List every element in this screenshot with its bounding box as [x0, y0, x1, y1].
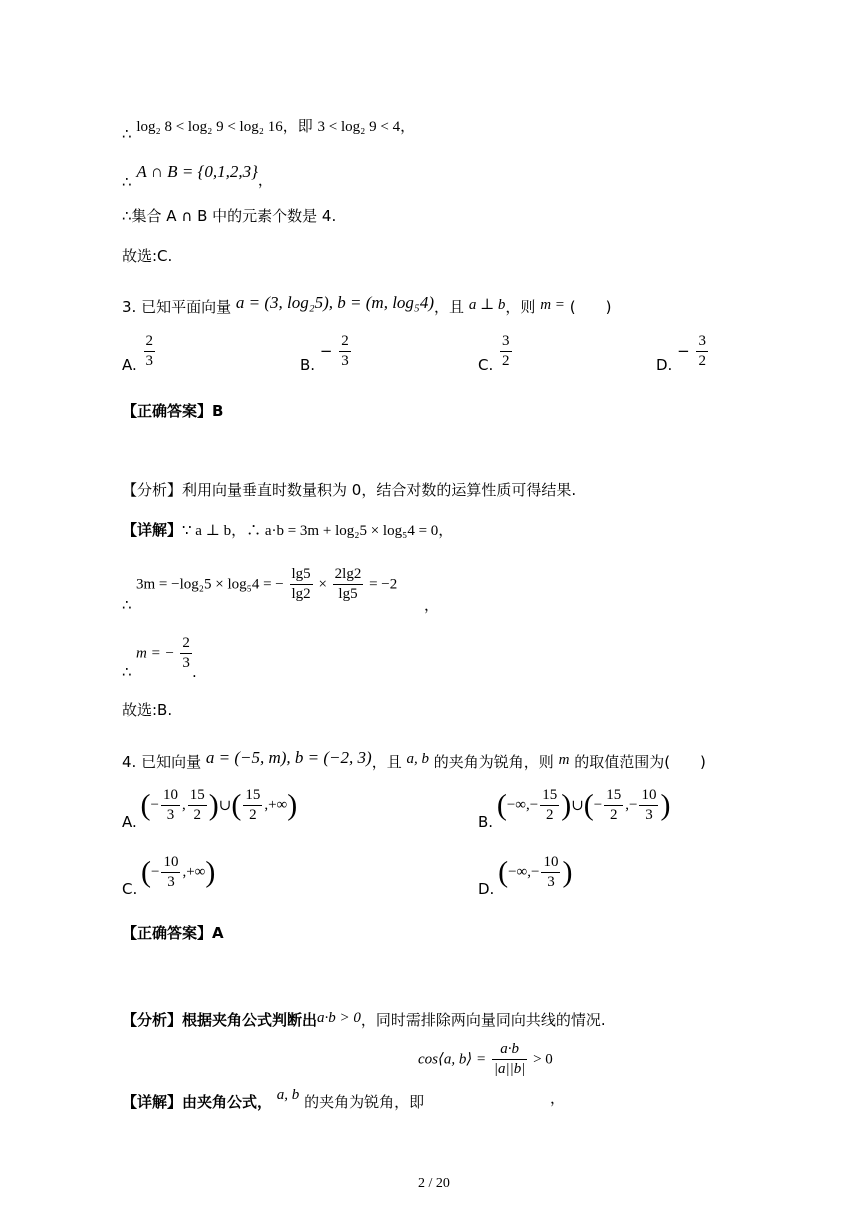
text-span: 【分析】根据夹角公式判断出 [122, 1011, 318, 1029]
denominator: 2 [698, 353, 706, 369]
math-expression: = −2 [369, 576, 398, 593]
fraction [333, 565, 364, 604]
analysis-line [122, 1008, 606, 1030]
option-label: B. [478, 812, 494, 831]
text-span: ( ) [569, 298, 612, 316]
text-span: 3. 已知平面向量 [122, 298, 232, 316]
math-expression: m [558, 752, 570, 768]
numerator: 2 [339, 332, 351, 352]
answer-line: 【正确答案】B [122, 402, 224, 420]
numerator: 3 [500, 332, 512, 352]
numerator: lg5 [290, 565, 313, 585]
option-a: A. (− $\frac{10}{3}$ , $\frac{15}{2}$ )∪( $\frac{15}{2}$ ,+∞) [122, 787, 298, 831]
math-expression: > 0 [533, 1051, 553, 1068]
text-span: ，且 [434, 298, 465, 316]
option-c: C. (− $\frac{10}{3}$ ,+∞) [122, 854, 216, 898]
denominator: 3 [145, 353, 154, 369]
option-label: D. [656, 356, 673, 374]
text-span: ， [550, 1089, 566, 1107]
text-span: ，同时需排除两向量同向共线的情况. [360, 1011, 606, 1029]
fraction [339, 332, 351, 371]
math-expression: a, b [276, 1087, 300, 1103]
numerator: 3 [696, 332, 708, 352]
option-label: A. [122, 812, 137, 831]
text-span: 4. 已知向量 [122, 753, 202, 771]
fraction [696, 332, 708, 371]
answer-line: 【正确答案】A [122, 924, 224, 942]
detail-line [122, 520, 453, 541]
text-line: ∴集合 A ∩ B 中的元素个数是 4. [122, 207, 337, 225]
question-4-stem [122, 748, 706, 772]
numerator: 2 [144, 332, 156, 352]
math-expression: m = [540, 297, 565, 313]
option-label: A. [122, 356, 137, 374]
fraction [144, 332, 156, 371]
option-b: B. (−∞,− $\frac{15}{2}$ )∪(− $\frac{15}{2}$ ,− $\frac{10}{3}$ ) [478, 787, 671, 831]
text-span: ，则 [505, 298, 536, 316]
option-label: B. [300, 356, 316, 374]
denominator: lg5 [338, 586, 358, 602]
detail-line [122, 1085, 424, 1112]
math-expression: a, b [406, 751, 429, 767]
detail-label: 【详解】 [122, 521, 183, 539]
denominator: 3 [182, 655, 190, 671]
numerator: 2lg2 [333, 565, 364, 585]
text-span: 的取值范围为( ) [574, 753, 706, 771]
option-a [122, 332, 157, 374]
sign: − [319, 342, 333, 360]
text-line [122, 116, 415, 144]
math-expression: cos⟨a, b⟩ = [418, 1051, 487, 1068]
fraction [290, 565, 313, 604]
denominator: |a||b| [493, 1061, 526, 1077]
fraction [492, 1040, 528, 1079]
option-label: C. [478, 356, 494, 374]
text-span: 的夹角为锐角，则 [433, 753, 554, 771]
fraction [180, 634, 192, 673]
option-b [300, 332, 353, 374]
numerator: a·b [492, 1040, 528, 1060]
math-expression: a = (3, log₂5), b = (m, log₅4) [235, 293, 435, 312]
denominator: 2 [502, 353, 510, 369]
option-label: C. [122, 879, 138, 898]
question-3-stem [122, 293, 611, 317]
text-span: ，且 [371, 753, 402, 771]
text-span: 【详解】由夹角公式， [122, 1093, 273, 1111]
denominator: 3 [341, 353, 349, 369]
option-d [656, 332, 710, 374]
math-expression: a·b > 0 [317, 1010, 361, 1026]
option-label: D. [478, 879, 495, 898]
text-line: 故选:C. [122, 247, 173, 265]
option-c [478, 332, 514, 374]
document-page: ∴ log₂ 8 < log₂ 9 < log₂ 16，即 3 < log₂ 9 < 4， ∴ A ∩ B = {0,1,2,3}， ∴集合 A ∩ B 中的元素个数是 4. 故选:C. 3. 已知平面向量 a = (3, log₂5), b = (m, log₅4)，且 a ⊥ b，则 m = ( ) A. $\frac{2}{3}$ B. − $\frac{2}{3}$ C. $\frac{3}{2}$ D. − $\frac{3}{2}$ 【正确答案】B 【分析】利用向量垂直时数量积为 0，结合对数的运算性质可得结果. 【详解】∵ a ⊥ b，∴ a·b = 3m + log₂5 × log₅4 = 0， ∴ 3m = −log₂5 × log₅4 = − $\frac{\lg 5}{\lg 2}$ × $\frac{2\lg 2}{\lg 5}$ = −2 ， ∴ m = − $\frac{2}{3}$ . 故选:B. 4. 已知向量 a = (−5, m), b = (−2, 3)，且 a, b 的夹角为锐角，则 m 的取值范围为( ) A. (− $\frac{10}{3}$ , $\frac{15}{2}$ )∪( $\frac{15}{2}$ ,+∞) B. (−∞,− $\frac{15}{2}$ )∪(− $\frac{15}{2}$ ,− $\frac{10}{3}$ ) C. (− $\frac{10}{3}$ ,+∞) D. (−∞,− $\frac{10}{3}$ ) 【正确答案】A 【分析】根据夹角公式判断出a·b > 0，同时需排除两向量同向共线的情况. 【详解】由夹角公式， a, b 的夹角为锐角，即 cos⟨a, b⟩ = $\frac{a\cdot b}{|a||b|}$ > 0 ， 2 / 20 [0, 0, 868, 1227]
denominator: lg2 [291, 586, 311, 602]
analysis-line: 【分析】利用向量垂直时数量积为 0，结合对数的运算性质可得结果. [122, 481, 577, 499]
therefore-symbol: ∴ [122, 173, 132, 191]
text-line: 故选:B. [122, 701, 173, 719]
numerator: 2 [180, 634, 192, 654]
therefore-symbol: ∴ [122, 125, 132, 143]
text-line [122, 162, 273, 192]
sign: − [677, 342, 690, 360]
fraction [500, 332, 512, 371]
cos-formula [418, 1040, 553, 1079]
text-span: 的夹角为锐角，即 [304, 1093, 425, 1111]
math-expression: ∵ a ⊥ b，∴ a·b = 3m + log₂5 × log₅4 = 0， [182, 523, 454, 539]
text-span: ， [400, 117, 416, 135]
math-expression: a ⊥ b [468, 297, 506, 313]
math-expression: A ∩ B = {0,1,2,3} [136, 162, 258, 181]
math-expression: 3 < log₂ 9 < 4 [317, 119, 401, 135]
text-span: ，即 [282, 117, 313, 135]
math-expression: a = (−5, m), b = (−2, 3) [205, 748, 372, 767]
math-expression: log₂ 8 < log₂ 9 < log₂ 16 [136, 119, 283, 135]
math-expression: m = − [136, 645, 175, 662]
page-number: 2 / 20 [418, 1176, 450, 1191]
math-expression: 3m = −log₂5 × log₅4 = − [136, 576, 284, 593]
text-span: ， [257, 171, 273, 189]
option-d: D. (−∞,− $\frac{10}{3}$ ) [478, 854, 573, 898]
